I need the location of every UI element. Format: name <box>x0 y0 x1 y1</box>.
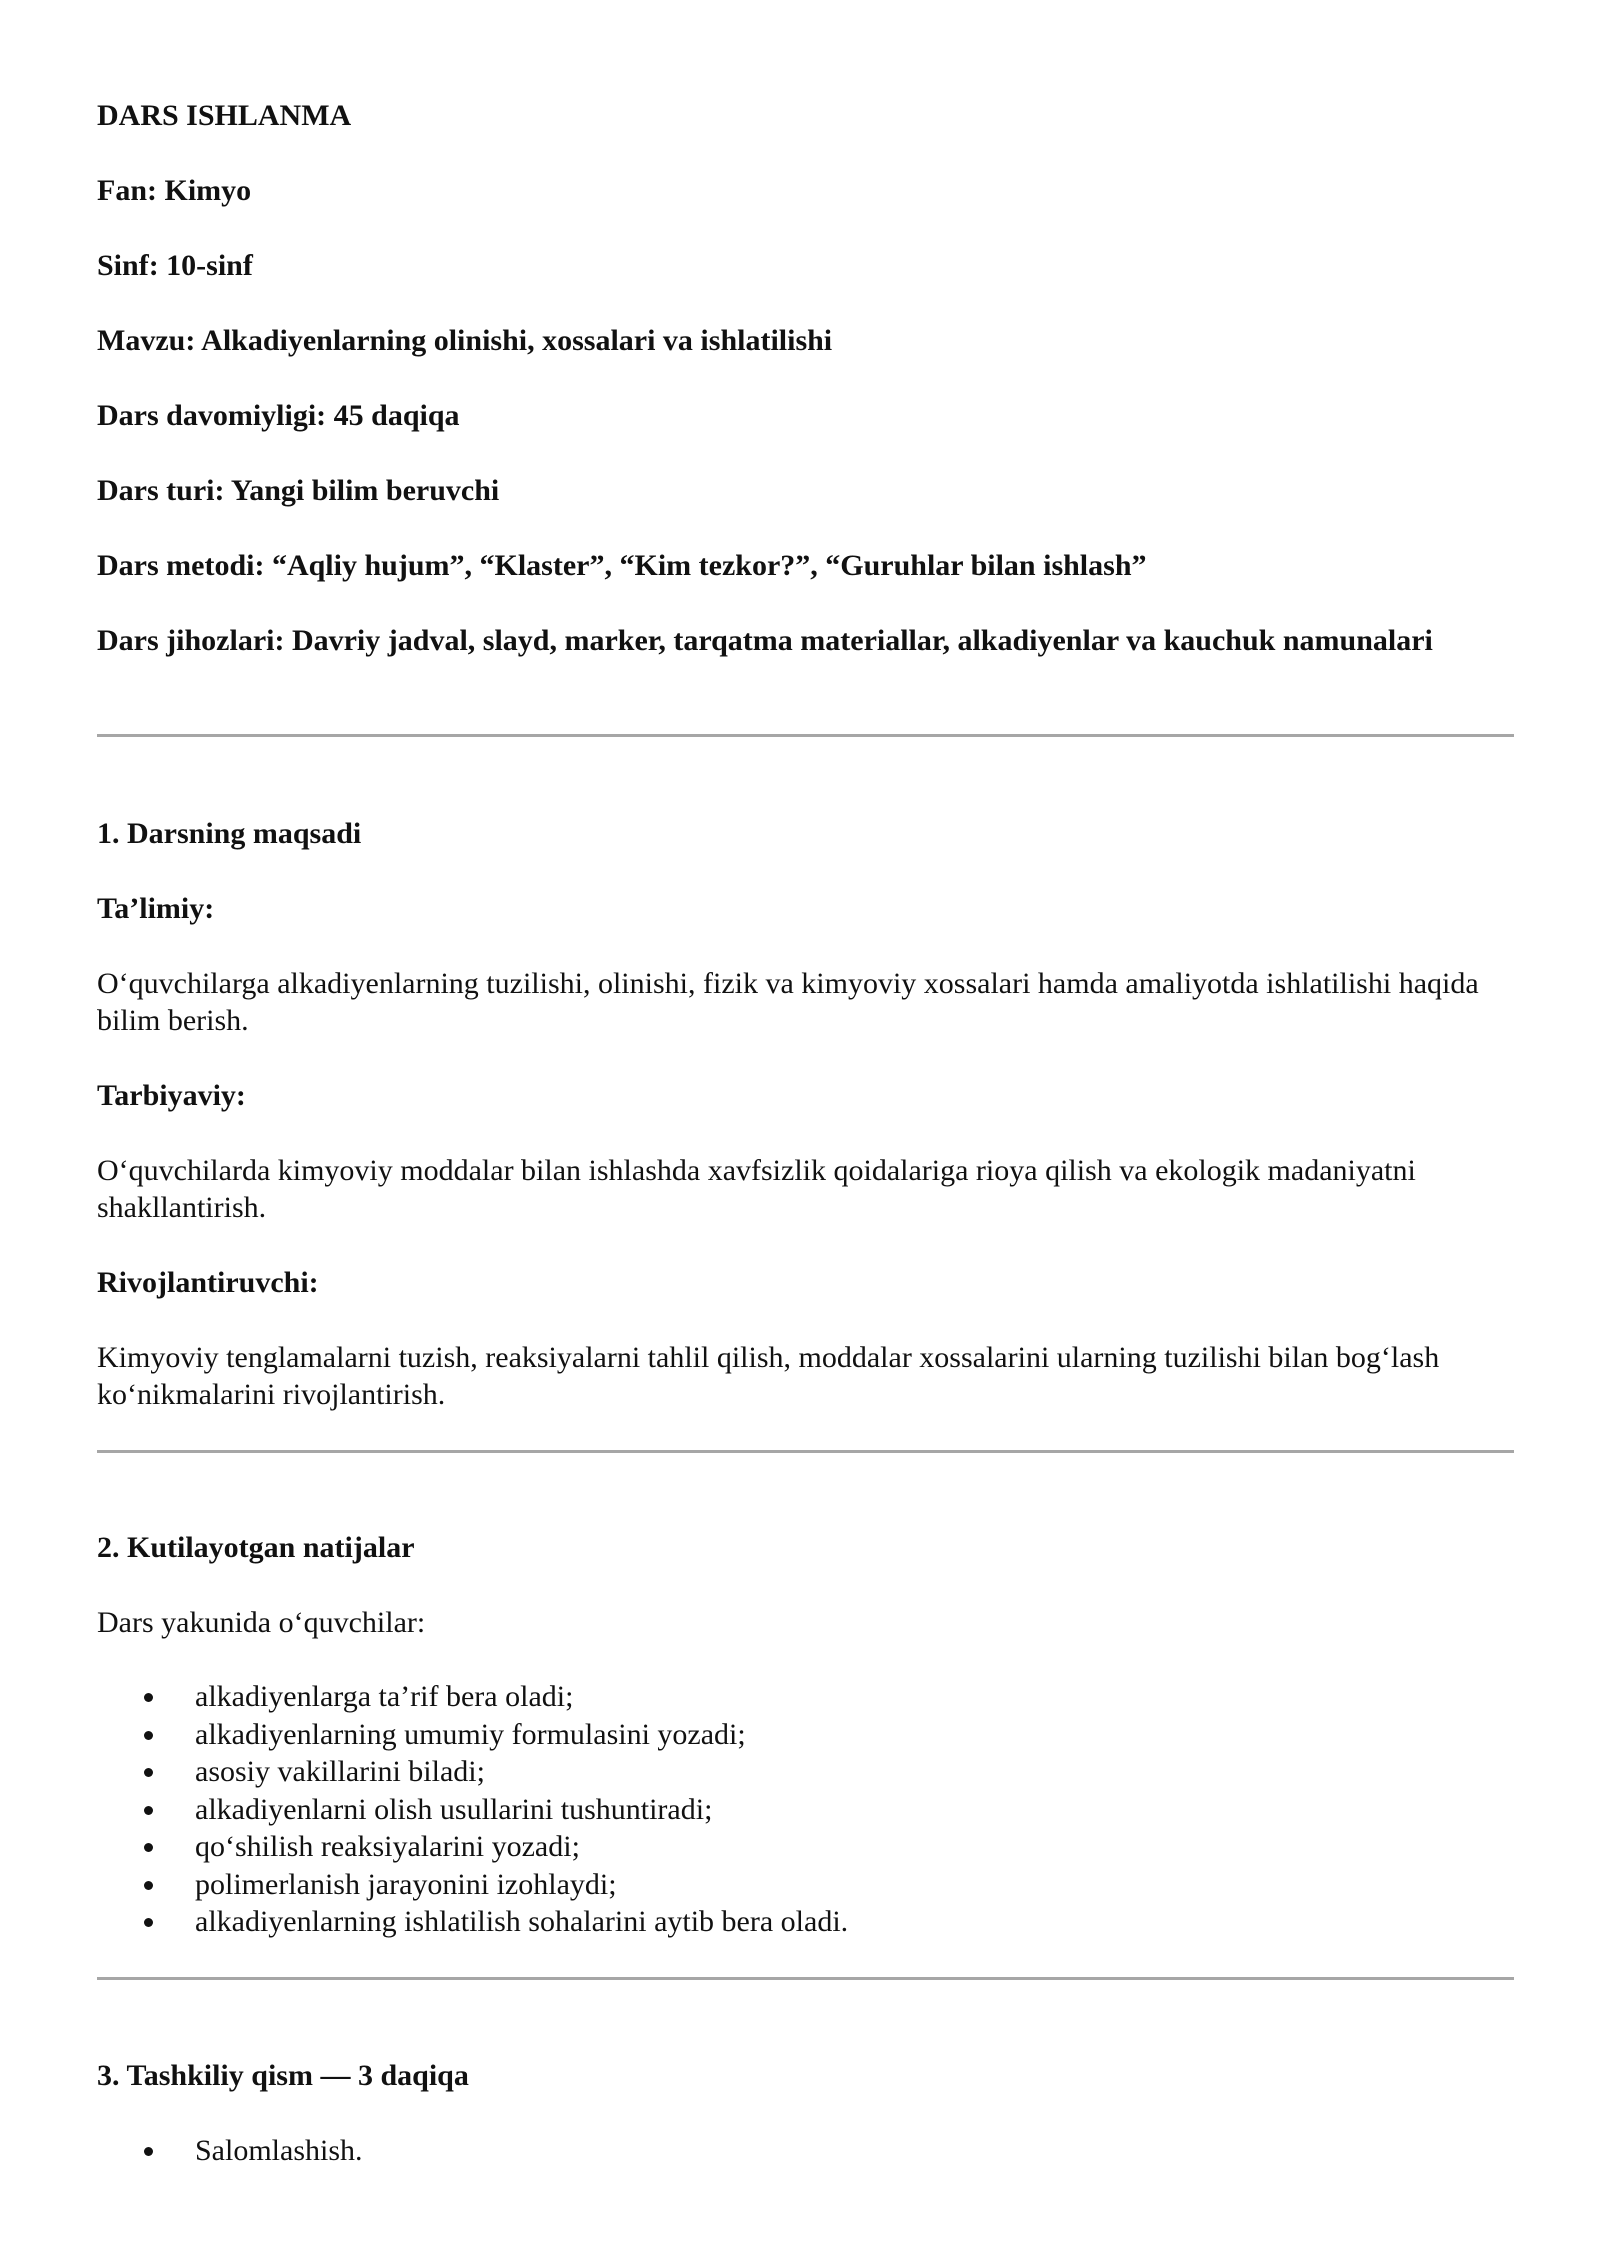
bullet-icon <box>144 1843 153 1852</box>
list-item: alkadiyenlarning umumiy formulasini yozadi; <box>97 1716 1514 1754</box>
developmental-label: Rivojlantiruvchi: <box>97 1266 319 1299</box>
subject-line: Fan: Kimyo <box>97 174 252 207</box>
list-item: alkadiyenlarni olish usullarini tushuntiradi; <box>97 1791 1514 1829</box>
bullet-icon <box>144 1768 153 1777</box>
list-item: alkadiyenlarning ishlatilish sohalarini aytib bera oladi. <box>97 1903 1514 1941</box>
section-divider <box>97 1450 1514 1453</box>
educational-text: O‘quvchilarga alkadiyenlarning tuzilishi, olinishi, fizik va kimyoviy xossalari hamda amaliyotda ishlatilishi haqida bilim berish. <box>97 967 1479 1037</box>
list-item: polimerlanish jarayonini izohlaydi; <box>97 1866 1514 1904</box>
document-title: DARS ISHLANMA <box>97 99 352 132</box>
bullet-icon <box>144 1881 153 1890</box>
bullet-icon <box>144 1918 153 1927</box>
list-item: qo‘shilish reaksiyalarini yozadi; <box>97 1828 1514 1866</box>
list-item: asosiy vakillarini biladi; <box>97 1753 1514 1791</box>
upbringing-text: O‘quvchilarda kimyoviy moddalar bilan ishlashda xavfsizlik qoidalariga rioya qilish va ekologik madaniyatni shakllantirish. <box>97 1154 1416 1224</box>
list-item: alkadiyenlarga ta’rif bera oladi; <box>97 1678 1514 1716</box>
developmental-text: Kimyoviy tenglamalarni tuzish, reaksiyalarni tahlil qilish, moddalar xossalarini ularning tuzilishi bilan bog‘lash ko‘nikmalarini rivojlantirish. <box>97 1341 1440 1411</box>
section-heading-organizational: 3. Tashkiliy qism — 3 daqiqa <box>97 2059 469 2092</box>
equipment-line: Dars jihozlari: Davriy jadval, slayd, marker, tarqatma materiallar, alkadiyenlar va kauchuk namunalari <box>97 624 1433 657</box>
bullet-icon <box>144 1693 153 1702</box>
list-item: Salomlashish. <box>97 2132 1514 2170</box>
section-heading-outcomes: 2. Kutilayotgan natijalar <box>97 1531 415 1564</box>
section-divider <box>97 734 1514 737</box>
bullet-icon <box>144 1731 153 1740</box>
organizational-list <box>97 2132 1514 2170</box>
grade-line: Sinf: 10-sinf <box>97 249 253 282</box>
educational-label: Ta’limiy: <box>97 892 215 925</box>
bullet-icon <box>144 2147 153 2156</box>
topic-line: Mavzu: Alkadiyenlarning olinishi, xossalari va ishlatilishi <box>97 324 833 357</box>
upbringing-label: Tarbiyaviy: <box>97 1079 246 1112</box>
outcomes-list <box>97 1678 1514 1941</box>
bullet-icon <box>144 1806 153 1815</box>
section-divider <box>97 1977 1514 1980</box>
section-heading-goals: 1. Darsning maqsadi <box>97 817 362 850</box>
lesson-type-line: Dars turi: Yangi bilim beruvchi <box>97 474 500 507</box>
duration-line: Dars davomiyligi: 45 daqiqa <box>97 399 460 432</box>
methods-line: Dars metodi: “Aqliy hujum”, “Klaster”, “Kim tezkor?”, “Guruhlar bilan ishlash” <box>97 549 1147 582</box>
outcomes-intro: Dars yakunida o‘quvchilar: <box>97 1606 426 1639</box>
